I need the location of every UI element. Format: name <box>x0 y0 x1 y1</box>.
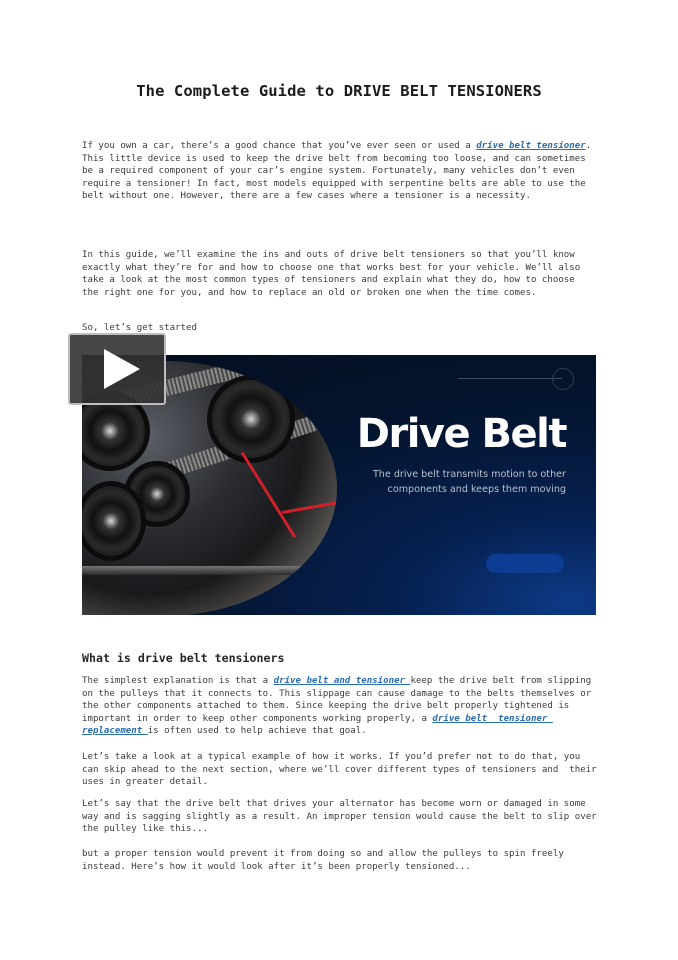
banner-subtitle: The drive belt transmits motion to other components and keeps them moving <box>372 469 566 495</box>
drive-belt-tensioner-link[interactable]: drive belt tensioner <box>476 141 586 151</box>
play-button[interactable] <box>68 333 166 405</box>
guide-paragraph: In this guide, we’ll examine the ins and outs of drive belt tensioners so that you’ll know exactly what they’re for and how to choose one that works best for your vehicle. We’ll also take a look at the most common types of tensioners and explain what they do, how to choose the right one for you, and how to replace an old or broken one when the time comes. <box>82 250 586 298</box>
section-paragraph-1 <box>82 675 602 738</box>
section-paragraph-4: but a proper tension would prevent it from doing so and allow the pulleys to spin freely instead. Here’s how it would look after it’s been properly tensioned... <box>82 849 570 872</box>
banner-title: Drive Belt <box>356 411 566 457</box>
p1-text: The simplest explanation is that a <box>82 676 274 686</box>
decorative-circle <box>552 368 574 390</box>
tensioner-replacement-link[interactable]: drive belt tensioner replacement <box>82 713 553 737</box>
play-icon <box>104 349 140 389</box>
wire-graphic <box>241 452 297 538</box>
page-title: The Complete Guide to DRIVE BELT TENSIONERS <box>136 82 542 100</box>
section-paragraph-2: Let’s take a look at a typical example of how it works. If you’d prefer not to do that, you can skip ahead to the next section, where we’ll cover different types of tensioners and their uses in greater detail. <box>82 752 603 788</box>
pulley-graphic <box>82 481 146 561</box>
section-heading: What is drive belt tensioners <box>82 651 285 665</box>
rod-graphic <box>82 566 337 575</box>
intro-text: If you own a car, there’s a good chance that you’ve ever seen or used a <box>82 141 477 151</box>
decorative-line <box>458 378 562 379</box>
p1-text-mid: keep the drive belt from slipping on the pulleys that it connects to. This slippage can cause damage to the belts themselves or the other components attached to them. Since keeping the drive belt properly tightened is important in order to keep other components working properly, a <box>82 676 597 724</box>
drive-belt-and-tensioner-link[interactable]: drive belt and tensioner <box>273 676 411 686</box>
section-paragraph-3: Let’s say that the drive belt that drives your alternator has become worn or damaged in some way and is sagging slightly as a result. An improper tension would cause the belt to slip over the pulley like this... <box>82 799 603 835</box>
banner-button[interactable] <box>486 554 564 573</box>
p1-text-end: is often used to help achieve that goal. <box>147 726 367 737</box>
intro-text-cont: . This little device is used to keep the drive belt from becoming too loose, and can sometimes be a required component of your car’s engine system. Fortunately, many vehicles don’t even require a tensioner! In fact, most models equipped with serpentine belts are able to use the belt without one. However, there are a few cases where a tensioner is a necessity. <box>82 141 597 202</box>
wire-graphic <box>282 501 337 514</box>
get-started-text: So, let’s get started <box>82 323 197 333</box>
pulley-graphic <box>207 375 295 463</box>
intro-paragraph <box>82 140 602 203</box>
